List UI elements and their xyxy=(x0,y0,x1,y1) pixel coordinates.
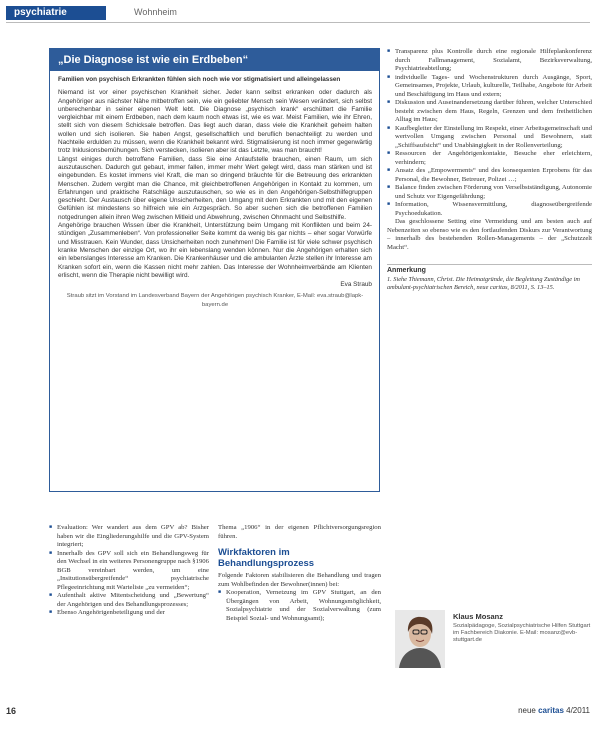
intro-paragraph: Folgende Faktoren stabilisieren die Behandlung und tragen zum Wohlbefinden der Bewohner(innen) bei: xyxy=(218,572,381,588)
list-item: ■ Ansatz des „Empowerments“ und des konsequenten Erprobens für das Personal, die Bewohner, Betreuer, Polizei …; xyxy=(387,167,592,184)
list-item: ■ Balance finden zwischen Förderung von Verselbstständigung, Autonomie und Schutz vor Eigengefährdung; xyxy=(387,184,592,201)
section-subtitle: Wohnheim xyxy=(134,7,177,17)
right-bullet-list xyxy=(387,48,592,218)
bottom-left-column xyxy=(49,524,209,618)
bottom-left-bullet-list xyxy=(49,524,209,618)
box-caption: Straub sitzt im Vorstand im Landesverband Bayern der Angehörigen psychisch Kranker, E-Mail: eva.straub@lapk-bayern.de xyxy=(66,293,364,308)
note-title: Anmerkung xyxy=(387,264,592,276)
right-column xyxy=(387,48,592,292)
header-divider xyxy=(6,22,590,23)
info-box xyxy=(49,48,380,492)
magazine-prefix: neue xyxy=(518,706,536,715)
box-title: „Die Diagnose ist wie ein Erdbeben“ xyxy=(50,49,379,71)
list-item: ■ Kooperation, Vernetzung im GPV Stuttgart, an den Übergängen von Arbeit, Wohnungsmöglichkeit, Sozialpsychiatrie und der Sozialverwaltung (zum Beispiel Sozial- und Wohnungsamt); xyxy=(218,589,381,623)
list-item: ■ Aufenthalt aktive Mitentscheidung und „Bewertung“ der Angehörigen und des Behandlungsprozesses; xyxy=(49,592,209,609)
conclusion-paragraph: Das geschlossene Setting eine Vermeidung und am besten auch auf Nebenzeiten so ebenso wie es den fortlaufenden Diskurs zur Verantwortung – innerhalb des bestehenden Rollen-Managements – der „Schutzzelt Macht“. xyxy=(387,218,592,251)
box-signature: Eva Straub xyxy=(340,281,372,289)
list-item: ■ Diskussion und Auseinandersetzung darüber führen, welcher Unterschied besteht zwischen dem Haus, Regeln, Grenzen und dem freiheitlichen Alltag im Haus; xyxy=(387,99,592,125)
author-bio: Sozialpädagoge, Sozialpsychiatrische Hilfen Stuttgart im Fachbereich Diakonie. E-Mail: mosanz@evb-stuttgart.de xyxy=(453,623,591,644)
box-paragraph: Niemand ist vor einer psychischen Krankheit sicher. Jeder kann selbst erkranken oder dadurch als Angehöriger aus nächster Nähe mitbetroffen sein, wie ein geliebter Mensch sein Wesen verändert, sich selbst unberechenbar in seiner eigenen Welt lebt. Die Diagnose „psychisch krank“ erschüttert die Familie vergleichbar mit einem Erdbeben, nach dem kaum noch etwas ist, wie es war. Meist Familien, wie ihr Ehren, stellt sich von diesem Schicksale betroffen. Das liegt auch daran, dass viele die Krankheit geheim halten wollen und sich isolieren. Sie haben Angst, gesellschaftlich und beruflich benachteiligt zu werden und Nachteile erdulden zu müssen, wenn die Krankheit bekannt wird. Stigmatisierung ist noch immer gegenwärtig trotz Inklusionsbemühungen. Sich verstecken, isolieren aber ist das Letzte, was man braucht! xyxy=(58,89,372,155)
lead-paragraph: Thema „1906“ in der eigenen Pflichtversorgungsregion führen. xyxy=(218,524,381,540)
list-item: ■ Innerhalb des GPV soll sich ein Behandlungsweg für den Wechsel in ein weiteres Personengruppe nach §1906 BGB vereinbart werden, um eine „Insitutionsübergreifende“ psychiatrische Pflegeeinrichtung mit Warteliste „zu vermeiden“; xyxy=(49,550,209,593)
list-item: ■ Ressourcen der Angehörigenkontakte, Besuche eher erleichtern, verhindern; xyxy=(387,150,592,167)
box-body xyxy=(50,71,379,309)
box-paragraph: Angehörige brauchen Wissen über die Krankheit, Unterstützung beim Umgang mit Konflikten und beim 24-stündigen „Zusammenleben“. Von professioneller Seite kommt da wenig bis gar nichts – eher sogar Vorwürfe und Misstrauen. Kein Wunder, dass Unsicherheiten noch zunehmen! Die Familie ist für viele schwer psychisch kranke Menschen der einzige Ort, wo ihr ein lebenslang wenden können. Nur die Angehörigen erhalten sich ein lebenslanges Interesse am Kranken. Die Krankenhäuser und die ambulanten Ärzte stellen ihr Interesse am Kranken sofort ein, wenn die Kassen nicht mehr zahlen. Das Interesse der Wohnheimverbände am Klienten erlischt, wenn die Therapie nicht bewilligt wird. xyxy=(58,222,372,279)
author-box xyxy=(395,610,593,668)
note-text: 1. Siehe Thiemann, Christ. Die Heimatgründe, die Begleitung Zuständige im ambulant-psychiatrischen Bereich, neue caritas, 8/2011, S. 13–15. xyxy=(387,275,580,291)
issue-number: 4/2011 xyxy=(566,706,590,715)
author-photo xyxy=(395,610,445,668)
magazine-name: caritas xyxy=(538,706,564,715)
bottom-middle-bullet-list xyxy=(218,589,381,623)
list-item: ■ Transparenz plus Kontrolle durch eine regionale Hilfeplankonferenz durch Fallmanagement, Sozialamt, Bezirksverwaltung, Psychiatrieabteilung; xyxy=(387,48,592,74)
bottom-middle-column xyxy=(218,524,381,623)
section-tag: psychiatrie xyxy=(6,6,106,20)
list-item: ■ Information, Wissensvermittlung, diagnoseübergreifende Psychoedukation. xyxy=(387,201,592,218)
box-subtitle: Familien von psychisch Erkrankten fühlen sich noch wie vor stigmatisiert und alleingelassen xyxy=(58,76,341,83)
list-item: ■ Evaluation: Wer wandert aus dem GPV ab? Bisher haben wir die Eingliederungshilfe und die GPV-System integriert; xyxy=(49,524,209,550)
list-item: ■ individuelle Tages- und Wochenstrukturen durch Ausgänge, Sport, Gemeinsames, Projekte, Urlaub, kulturelle, Teilhabe, Angebote für Arbeit und Beschäftigung im Haus und extern; xyxy=(387,74,592,100)
page-number: 16 xyxy=(6,706,17,716)
list-item: ■ Ebenso Angehörigenbeteiligung und der xyxy=(49,609,209,618)
author-name: Klaus Mosanz xyxy=(453,612,504,621)
section-heading: Wirkfaktoren im Behandlungsprozess xyxy=(218,547,315,569)
box-paragraph: Längst einiges durch betroffene Familien, dass Sie eine Anlaufstelle brauchen, einen Raum, um sich auszutauschen. Dadurch gut gebaut, immer fallen, immer mehr Wert gelegt wird, dass man stärken und ist eingebunden. Es kostet immens viel Kraft, die man so dringend bräuchte für die Betreuung des erkrankten Menschen. Zudem vergibt man die Chance, mit gleichbetroffenen Angehörigen in Kontakt zu kommen, um Erfahrungen und praktische Ratschläge auszutauschen, so wie es in den Angehörigen-Selbsthilfegruppen geschieht. Der Austausch über eigene Unsicherheiten, den Umgang mit dem Erkrankten und mit den eigenen Gefühlen ist mindestens so hilfreich wie ein Arzgespräch. So aber suchen sich die betroffenen Familien notgedrungen allein ihren Weg zwischen Mitleid und Abwehrung, zwischen Ohnmacht und Selbsthilfe. xyxy=(58,155,372,221)
magazine-title xyxy=(518,706,590,715)
page-header xyxy=(6,6,590,20)
list-item: ■ Kaufbegleiter der Einstellung im Respekt, einer Arbeitsgemeinschaft und wertvollen Umgang zwischen Personal und Bewohnern, statt „Schiffsaufsicht“ und Unabhängigkeit in der Rollenverteilung; xyxy=(387,125,592,151)
author-portrait-icon xyxy=(395,610,445,668)
